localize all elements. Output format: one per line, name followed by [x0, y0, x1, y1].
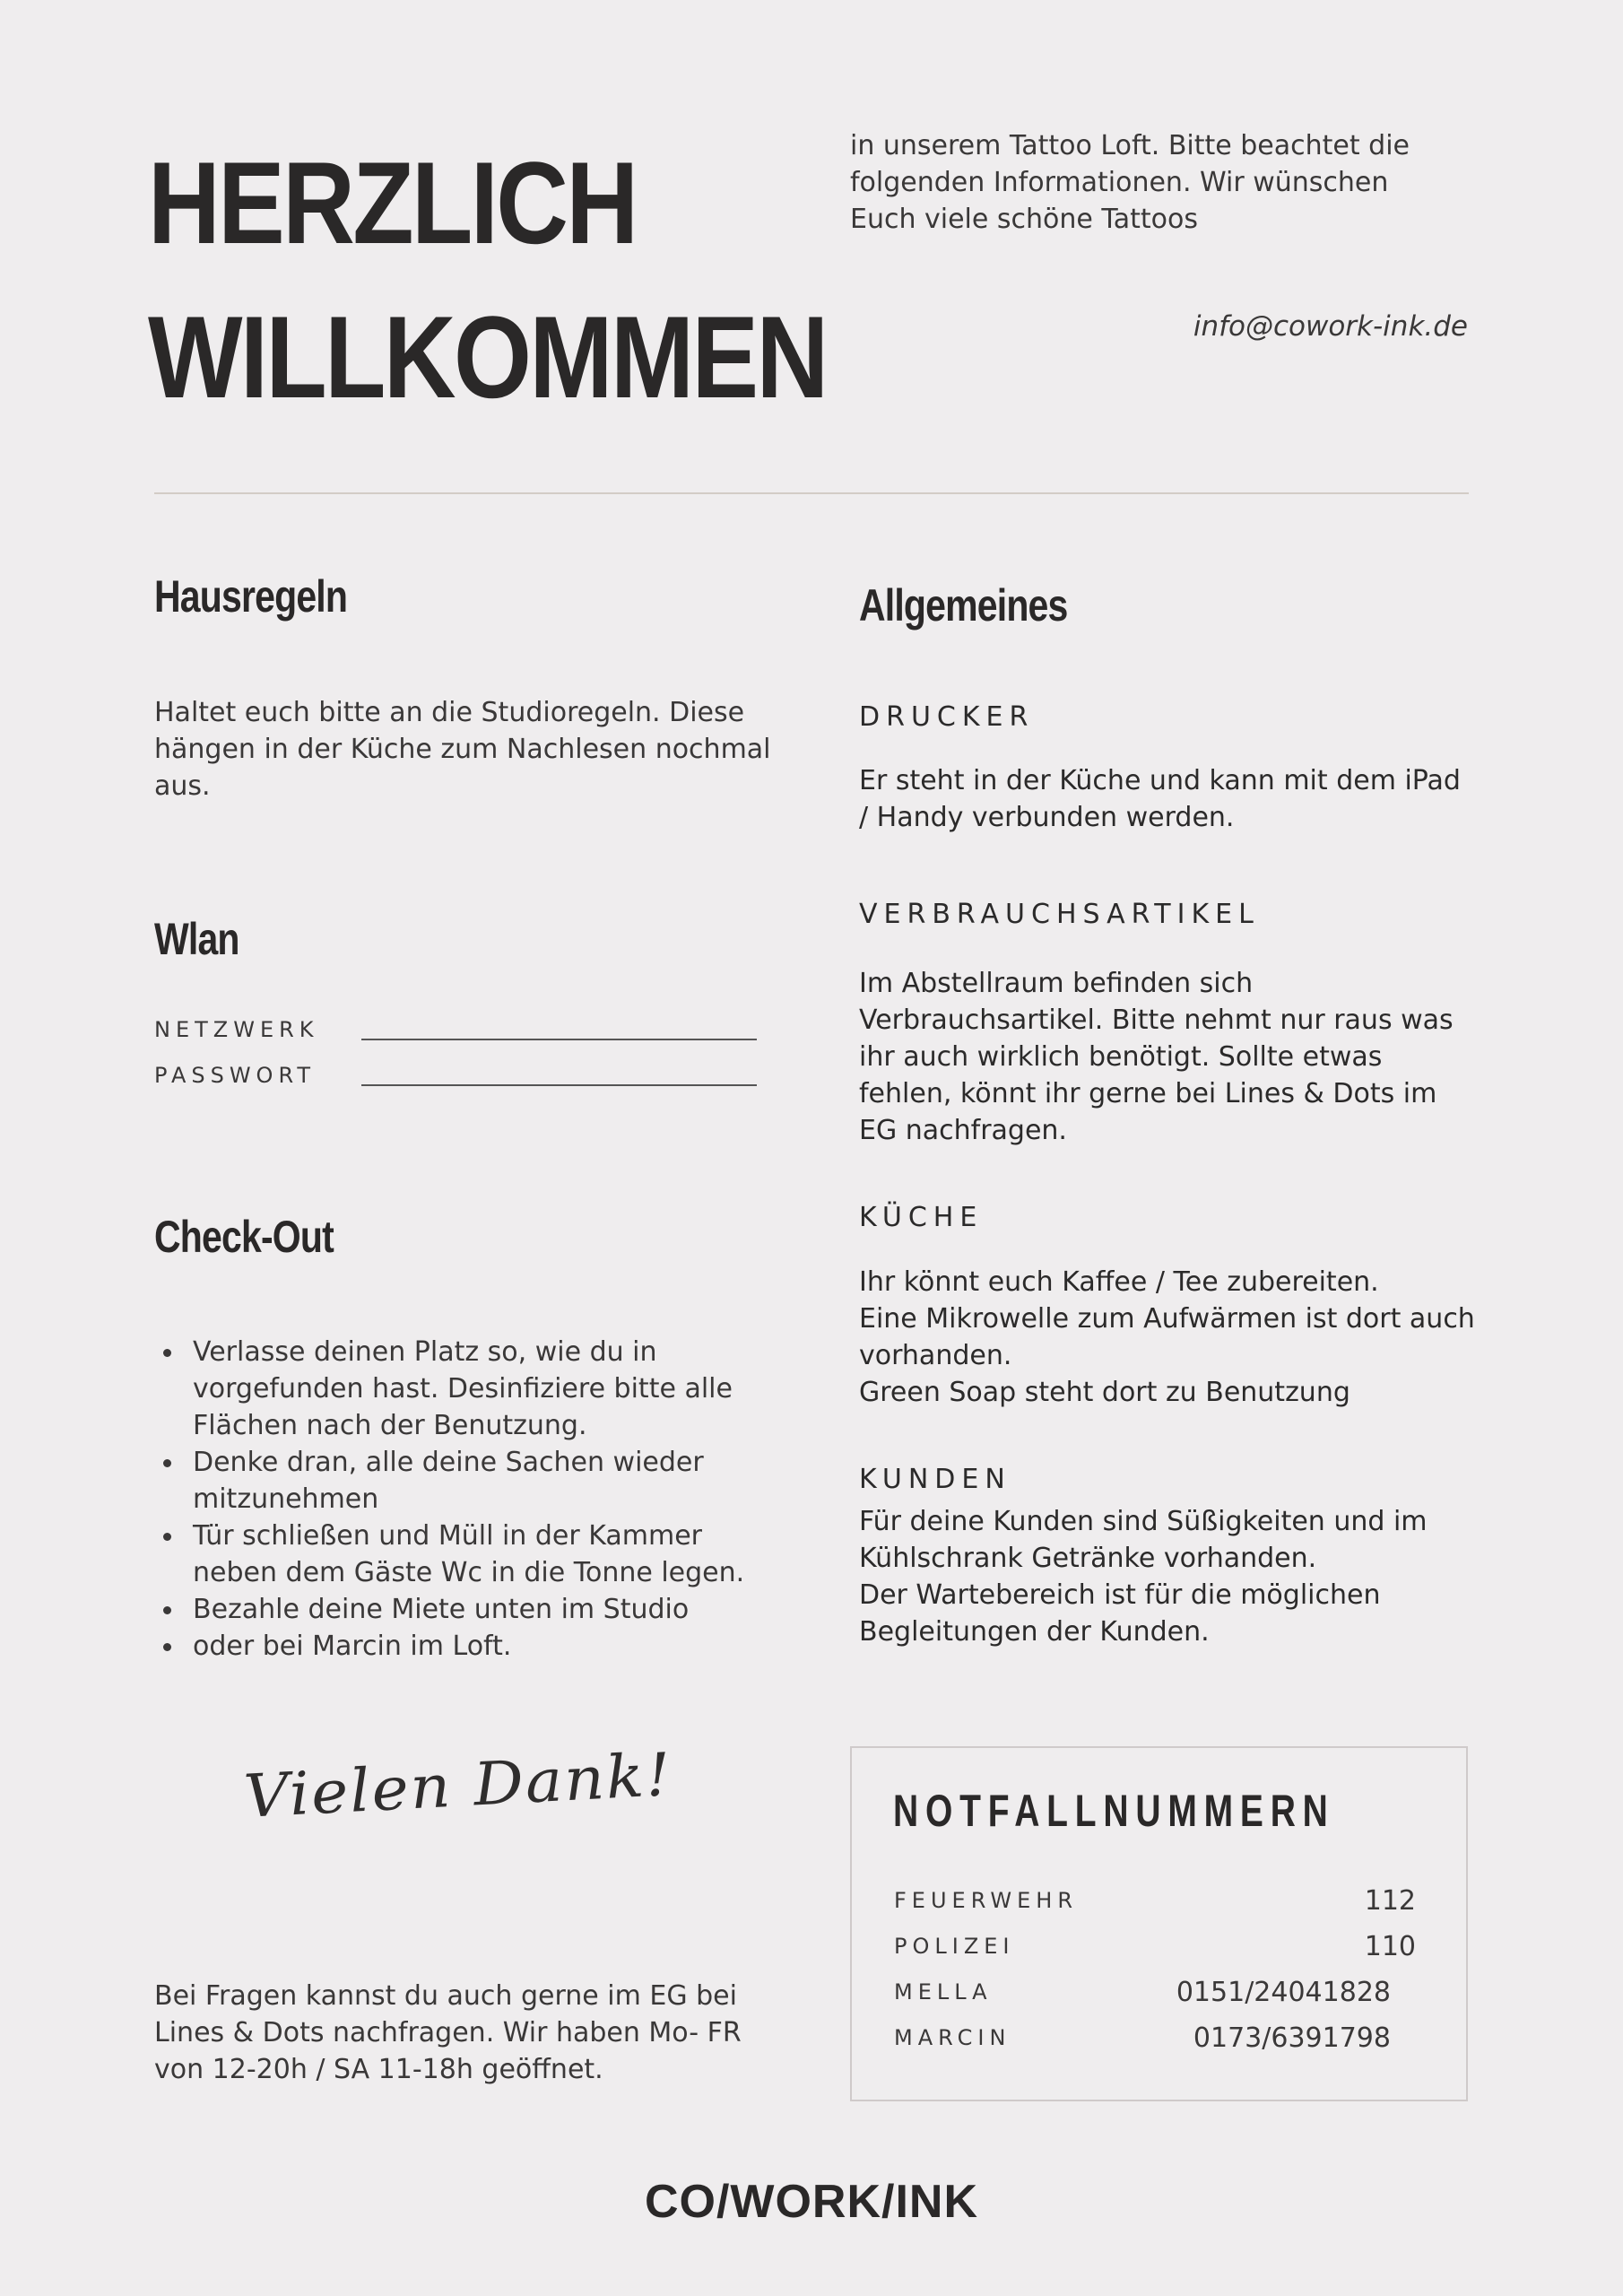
emergency-row — [894, 1928, 1416, 1964]
kunden-line-1: Für deine Kunden sind Süßigkeiten und im Kühlschrank Getränke vorhanden. — [859, 1506, 1428, 1574]
kueche-text — [859, 1264, 1478, 1411]
list-item: Denke dran, alle deine Sachen wieder mitzunehmen — [154, 1444, 782, 1518]
kunden-heading: KUNDEN — [859, 1464, 1011, 1495]
page-title — [148, 126, 827, 434]
emergency-number: 110 — [1364, 1930, 1416, 1962]
emergency-name: MARCIN — [894, 2025, 1011, 2050]
list-item: oder bei Marcin im Loft. — [154, 1628, 782, 1665]
emergency-heading: NOTFALLNUMMERN — [893, 1786, 1335, 1836]
thanks-signature: Vielen Dank! — [242, 1739, 674, 1831]
drucker-text: Er steht in der Küche und kann mit dem iPad / Handy verbunden werden. — [859, 765, 1461, 833]
list-item: Verlasse deinen Platz so, wie du in vorgefunden hast. Desinfiziere bitte alle Flächen nach der Benutzung. — [154, 1334, 782, 1444]
network-label: NETZWERK — [154, 1017, 319, 1042]
kueche-line-2: Eine Mikrowelle zum Aufwärmen ist dort auch vorhanden. — [859, 1303, 1475, 1371]
password-label: PASSWORT — [154, 1063, 317, 1088]
hausregeln-heading: Hausregeln — [154, 571, 348, 622]
kueche-heading: KÜCHE — [859, 1202, 984, 1233]
divider — [154, 492, 1469, 494]
kueche-line-1: Ihr könnt euch Kaffee / Tee zubereiten. — [859, 1266, 1379, 1298]
title-line-2: WILLKOMMEN — [148, 291, 827, 422]
intro-text: in unserem Tattoo Loft. Bitte beachtet die folgenden Informationen. Wir wünschen Euch viele schöne Tattoos — [850, 130, 1410, 235]
emergency-number: 112 — [1364, 1884, 1416, 1917]
list-item: Bezahle deine Miete unten im Studio — [154, 1591, 782, 1628]
title-line-1: HERZLICH — [148, 137, 637, 268]
footer-note: Bei Fragen kannst du auch gerne im EG bei Lines & Dots nachfragen. Wir haben Mo- FR von 12-20h / SA 11-18h geöffnet. — [154, 1980, 742, 2085]
verbrauch-heading: VERBRAUCHSARTIKEL — [859, 899, 1260, 930]
drucker-heading: DRUCKER — [859, 701, 1035, 733]
kunden-line-2: Der Wartebereich ist für die möglichen Begleitungen der Kunden. — [859, 1579, 1381, 1648]
checkout-heading: Check-Out — [154, 1212, 334, 1262]
kueche-line-3: Green Soap steht dort zu Benutzung — [859, 1377, 1350, 1408]
list-item: Tür schließen und Müll in der Kammer neben dem Gäste Wc in die Tonne legen. — [154, 1518, 782, 1591]
emergency-number: 0151/24041828 — [1176, 1976, 1391, 2008]
emergency-row — [894, 1883, 1416, 1918]
emergency-name: POLIZEI — [894, 1934, 1015, 1959]
network-blank-line — [361, 1039, 757, 1040]
password-blank-line — [361, 1084, 757, 1086]
kunden-text — [859, 1503, 1478, 1650]
hausregeln-text: Haltet euch bitte an die Studioregeln. Diese hängen in der Küche zum Nachlesen nochmal aus. — [154, 697, 771, 802]
verbrauch-text: Im Abstellraum befinden sich Verbrauchsartikel. Bitte nehmt nur raus was ihr auch wirklich benötigt. Sollte etwas fehlen, könnt ihr gerne bei Lines & Dots im EG nachfragen. — [859, 968, 1454, 1146]
email-address[interactable]: info@cowork-ink.de — [1193, 310, 1468, 343]
emergency-row — [894, 2020, 1416, 2056]
brand-logo: CO/WORK/INK — [644, 2176, 979, 2228]
emergency-number: 0173/6391798 — [1193, 2022, 1391, 2054]
emergency-name: FEUERWEHR — [894, 1888, 1079, 1913]
emergency-name: MELLA — [894, 1979, 993, 2005]
wlan-heading: Wlan — [154, 914, 239, 964]
allgemeines-heading: Allgemeines — [859, 580, 1068, 631]
checkout-list — [154, 1334, 782, 1665]
emergency-row — [894, 1974, 1416, 2010]
